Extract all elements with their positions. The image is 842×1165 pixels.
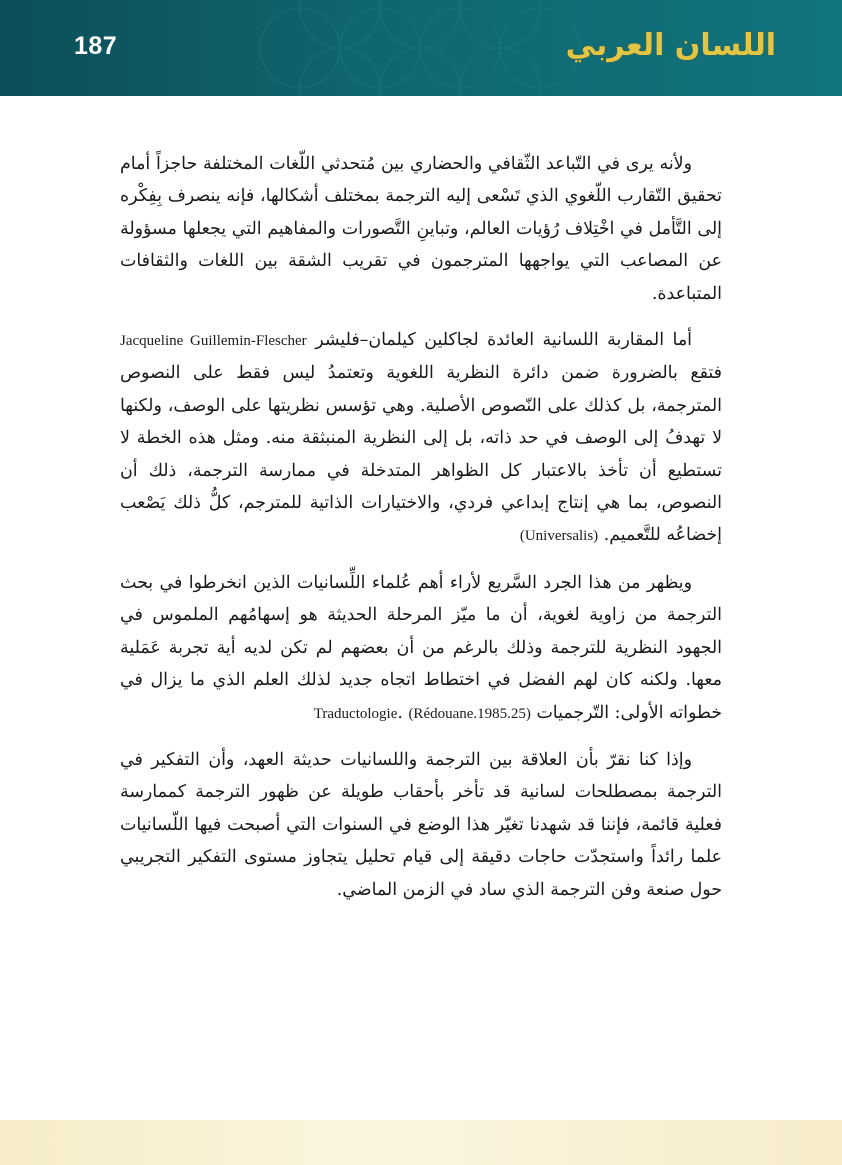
paragraph-2-text-b: فتقع بالضرورة ضمن دائرة النظرية اللغوية وتعتمدُ ليس فقط على النصوص المترجمة، بل كذلك على النّصوص الأصلية. وهي تؤسس نظريتها على الوصف، ولكنها لا تهدفُ إلى الوصف في حد ذاته، بل إلى النظرية المنبثقة منه. ومثل هذه الخطة لا تستطيع أن تأخذ بالاعتبار كل الظواهر المتدخلة في ممارسة الترجمة، ذلك أن النصوص، بما هي إنتاج إبداعي فردي، والاختيارات الذاتية للمترجم، كلُّ ذلك يَصْعب إخضاعُه للتَّعميم. [120, 363, 722, 546]
journal-logo: اللسان العربي [565, 28, 776, 63]
page-number: 187 [74, 32, 118, 60]
page-header-band [0, 0, 842, 96]
citation-universalis: (Universalis) [519, 528, 599, 545]
citation-redouane: (Rédouane.1985.25) [408, 705, 531, 722]
page-footer-band [0, 1120, 842, 1165]
paragraph-1: ولأنه يرى في التّباعد الثّقافي والحضاري بين مُتحدثي اللّغات المختلفة حاجزاً أمام تحقيق التّقارب اللّغوي الذي تَسْعى إليه الترجمة بمختلف أشكالها، فإنه ينصرف بِفِكْره إلى التَّأمل في اخْتِلاف رُؤيات العالم، وتباينِ التَّصورات والمفاهيم التي يجعلها مسؤولة عن المصاعب التي يواجهها المترجمون في تقريب الشقة بين اللغات والثقافات المتباعدة. [120, 154, 722, 304]
paragraph-3: ويظهر من هذا الجرد السَّريع لأراء أهم عُلماء اللِّسانيات الذين انخرطوا في بحث الترجمة من زاوية لغوية، أن ما ميّز المرحلة الحديثة هو إسهامُهم الملموس في الجهود النظرية للترجمة وذلك بالرغم من أن بعضهم لم تكن لديه أية تجربة عَمَلية معها. ولكنه كان لهم الفضل في اختطاط اتجاه جديد لذلك العلم الذي ما يزال في خطواته الأولى: التّرجميات Traductologie. (Rédouane.1985.25) [120, 572, 722, 723]
author-latin-name: Jacqueline Guillemin-Flescher [120, 333, 307, 350]
paragraph-4: وإذا كنا نقرّ بأن العلاقة بين الترجمة واللسانيات حديثة العهد، وأن التفكير في الترجمة بمصطلحات لسانية قد تأخر بأحقاب طويلة عن ظهور الترجمة كممارسة فعلية قائمة، فإننا قد شهدنا تغيّر هذا الوضع في السنوات التي أصبحت فيها اللّسانيات علما رائداً واستجدّت حاجات دقيقة إلى قيام تحليل يتجاوز مستوى التفكير التجريبي حول صنعة وفن الترجمة الذي ساد في الزمن الماضي. [120, 749, 722, 900]
paragraph-2-text-a: أما المقاربة اللسانية العائدة لجاكلين كيلمان–فليشر [315, 330, 692, 351]
article-body [120, 148, 722, 920]
paragraph-2 [120, 324, 722, 553]
paragraph-3-text: ويظهر من هذا الجرد السَّريع لأراء أهم عُلماء اللِّسانيات الذين انخرطوا في بحث الترجمة من زاوية لغوية، أن ما ميّز المرحلة الحديثة هو إسهامُهم الملموس في الجهود النظرية للترجمة وذلك بالرغم من أن بعضهم لم تكن لديه أية تجربة عَمَلية معها. ولكنه كان لهم الفضل في اختطاط اتجاه جديد لذلك العلم الذي ما يزال في خطواته الأولى: التّرجميات [120, 572, 722, 723]
term-traductologie: Traductologie [313, 705, 398, 722]
